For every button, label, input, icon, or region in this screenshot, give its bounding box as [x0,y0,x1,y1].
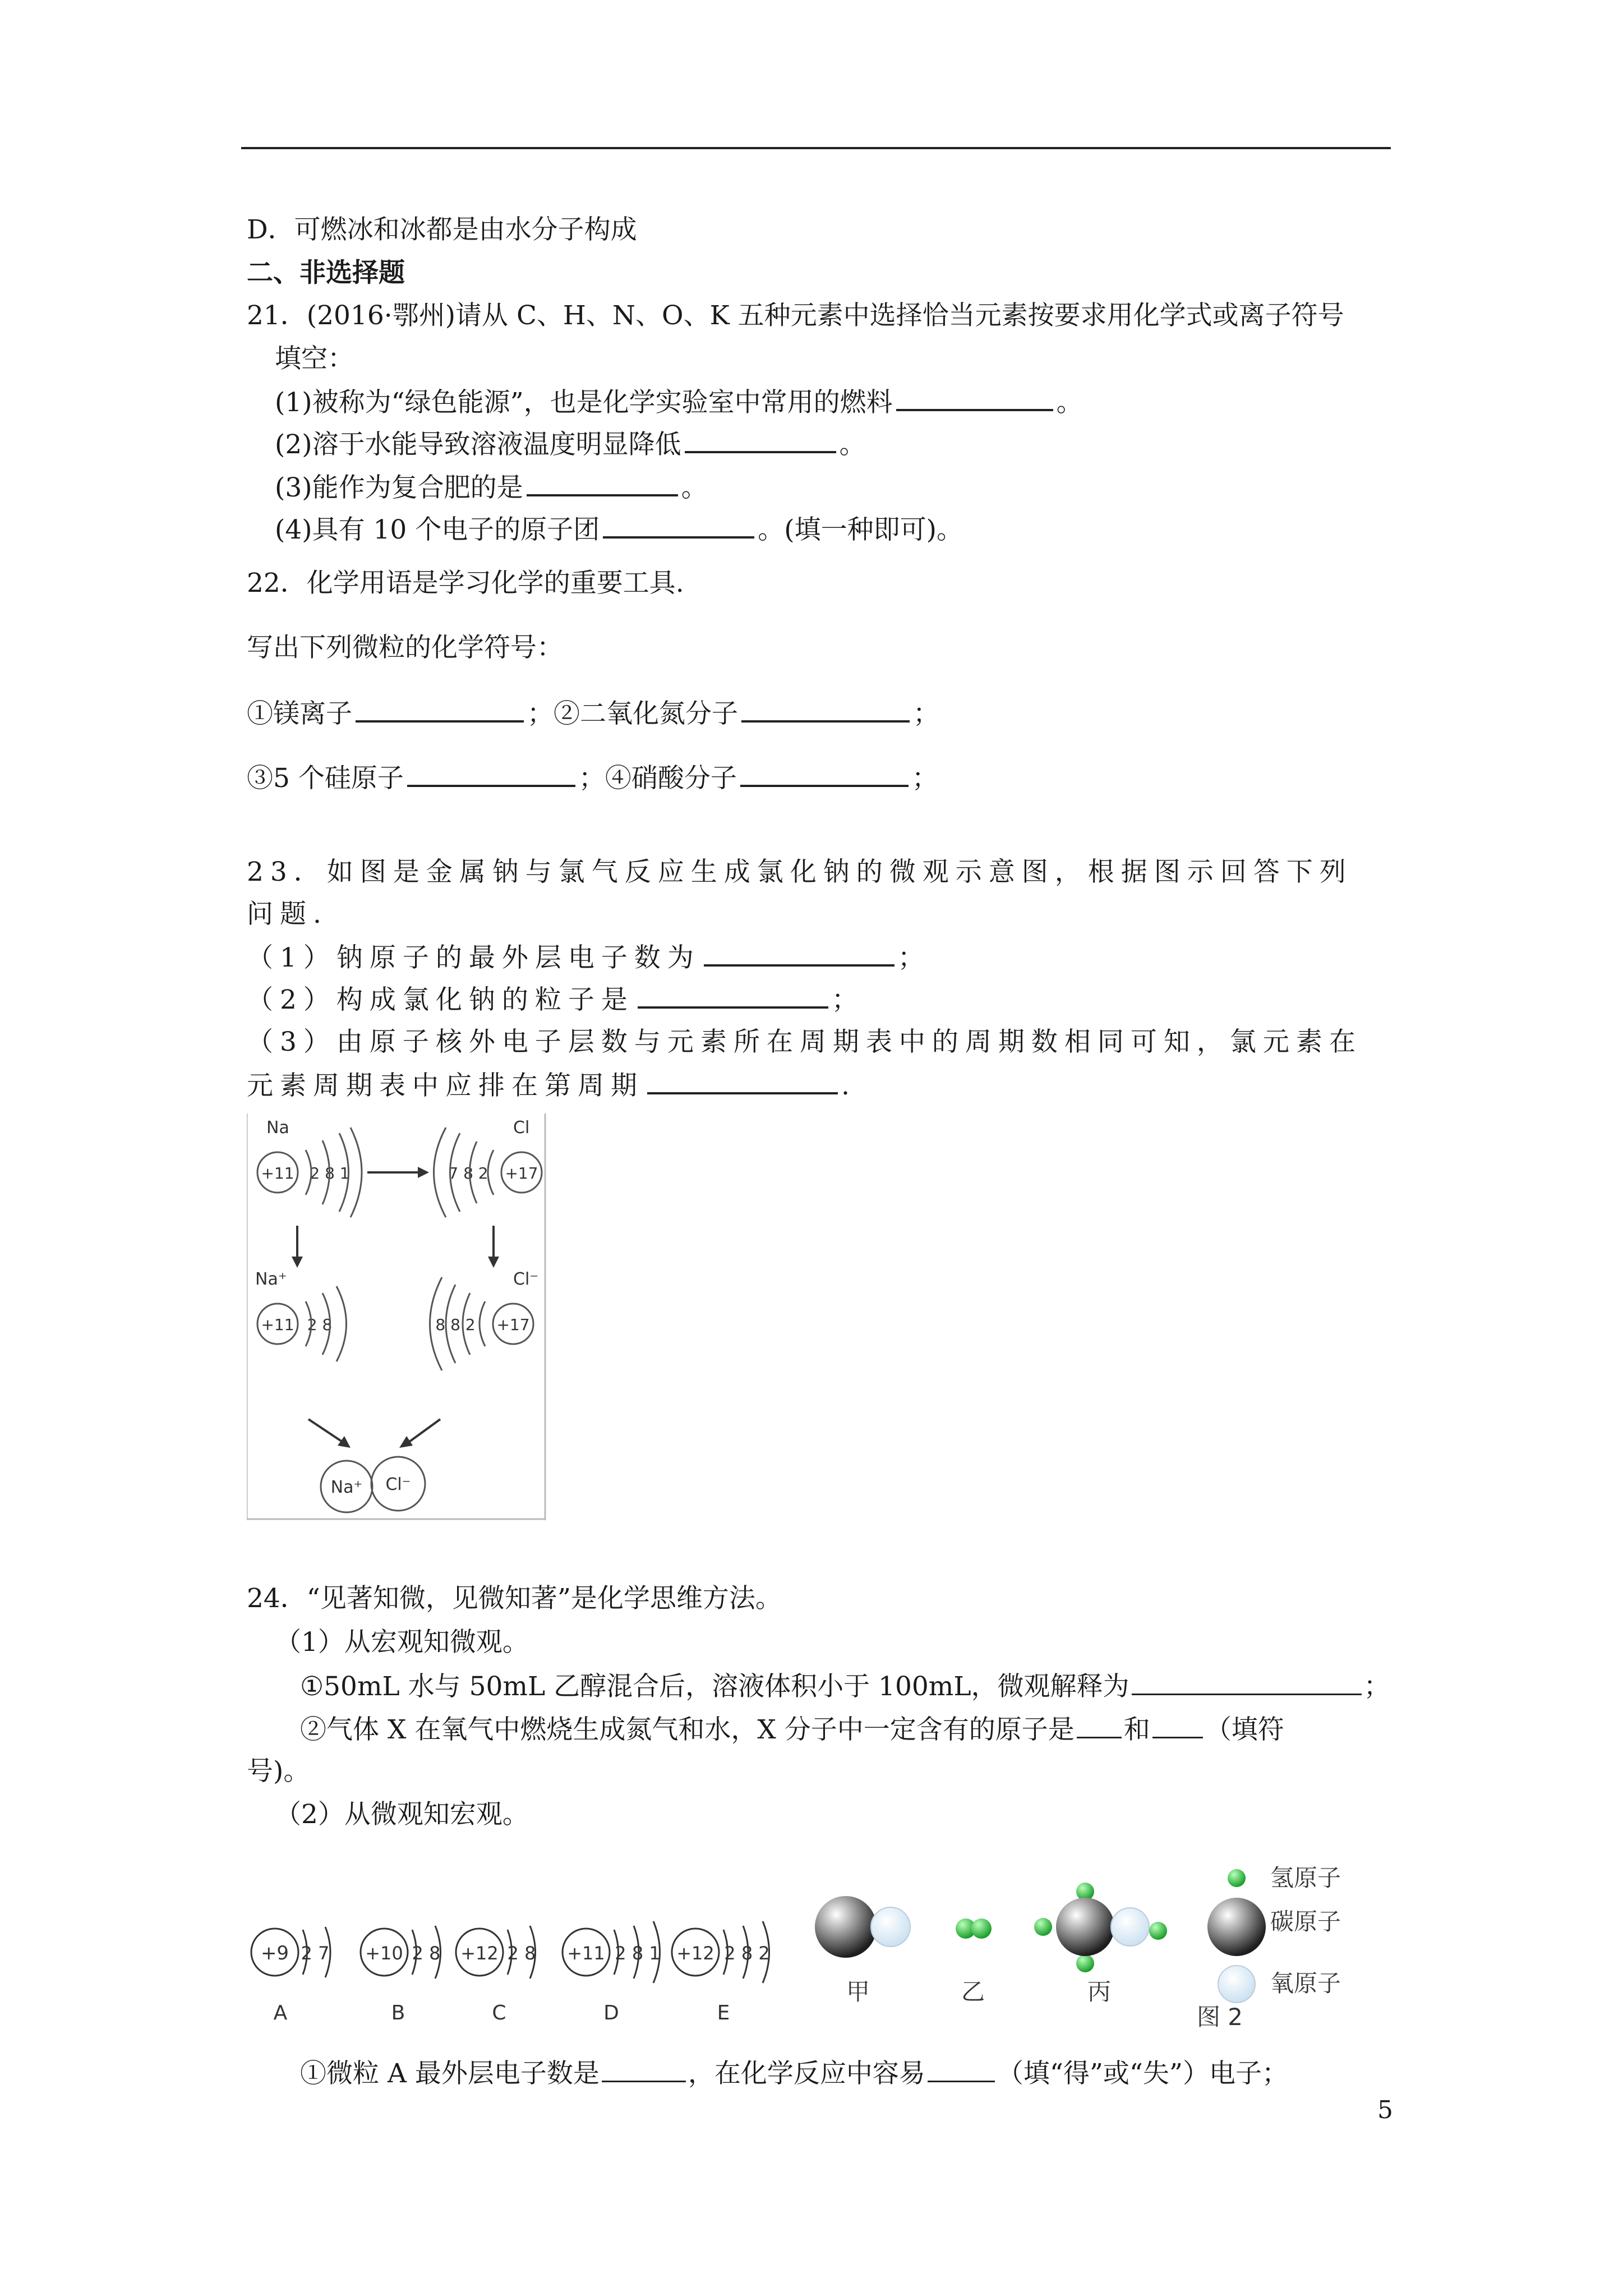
answer-blank[interactable] [704,940,895,967]
legend-hydrogen-swatch [1228,1869,1246,1887]
q24-part2: （2）从微观知宏观。 [275,1799,529,1830]
legend [1207,1864,1341,2003]
atom-a-label: A [273,2001,288,2024]
na-ion-nucleus-charge: +11 [261,1315,294,1334]
q22-row1: ①镁离子 ；②二氧化氮分子 ； [247,696,939,731]
q23-sub1: （1）钠原子的最外层电子数为 ； [247,940,931,975]
q23-sub2: （2）构成氯化钠的粒子是 ； [247,982,865,1017]
answer-blank[interactable] [928,2056,995,2082]
answer-blank[interactable] [685,426,836,453]
q21-sub3: (3)能作为复合肥的是 。 [275,470,708,505]
atom-d [562,1921,661,2024]
q22-row2: ③5 个硅原子 ；④硝酸分子 ； [247,760,938,795]
q21-stem-line1: 21．(2016·鄂州)请从 C、H、N、O、K 五种元素中选择恰当元素按要求用化学式或离子符号 [247,300,1344,331]
atom-e-shells: 2 8 2 [724,1943,770,1964]
cl-ion-nucleus-charge: +17 [496,1315,530,1334]
q24-item2-line2: 号)。 [247,1756,310,1787]
q23-line1: 23．如图是金属钠与氯气反应生成氯化钠的微观示意图，根据图示回答下列 [247,857,1353,887]
q23-sub3-line1: （3）由原子核外电子层数与元素所在周期表中的周期数相同可知，氯元素在 [247,1027,1362,1057]
answer-blank[interactable] [1152,1712,1203,1738]
atom-a-shells: 2 7 [301,1943,330,1964]
cl-shell-counts: 7 8 2 [448,1164,488,1182]
atom-b-shells: 2 8 [412,1943,441,1964]
oxygen-atom [871,1907,910,1947]
answer-blank[interactable] [407,760,575,787]
q22-stem: 22．化学用语是学习化学的重要工具. [247,568,684,599]
answer-blank[interactable] [356,696,524,723]
section-title: 二、非选择题 [247,257,405,288]
answer-blank[interactable] [602,2056,686,2082]
carbon-atom [1056,1898,1114,1956]
hydrogen-atom [1149,1922,1167,1940]
atom-e-nucleus: +12 [676,1943,714,1964]
q21-stem-line2: 填空： [275,343,354,374]
atom-b [361,1926,441,2024]
atom-c [456,1926,536,2024]
legend-carbon-swatch [1207,1898,1266,1956]
answer-blank[interactable] [741,696,910,723]
q24-item1: ①50mL 水与 50mL 乙醇混合后，溶液体积小于 100mL，微观解释为 ； [300,1669,1390,1704]
carbon-atom [815,1896,877,1958]
figure-2-label: 图 2 [1196,2003,1243,2031]
header-rule [241,147,1391,149]
atom-c-label: C [492,2001,506,2024]
cl-ion-shell-counts: 8 8 2 [435,1315,476,1334]
na-ion-shell-counts: 2 8 [307,1315,333,1334]
q24-item2: ②气体 X 在氧气中燃烧生成氮气和水，X 分子中一定含有的原子是 和 （填符 [300,1712,1284,1747]
q21-sub1: (1)被称为“绿色能源”，也是化学实验室中常用的燃料 。 [275,384,1083,420]
answer-blank[interactable] [1077,1712,1122,1738]
answer-blank[interactable] [1132,1669,1362,1695]
cl-nucleus-charge: +17 [505,1164,538,1182]
atom-structure-diagrams [247,1904,808,2033]
product-na-ion: Na⁺ [330,1478,363,1497]
atom-c-shells: 2 8 [507,1943,536,1964]
q22-intro: 写出下列微粒的化学符号： [247,632,563,663]
molecule-bing [1034,1883,1167,2005]
atom-d-nucleus: +11 [567,1943,605,1964]
answer-blank[interactable] [647,1068,838,1094]
atom-d-label: D [603,2001,619,2024]
legend-oxygen: 氧原子 [1270,1970,1341,1997]
legend-hydrogen: 氢原子 [1270,1864,1341,1892]
molecule-jia-label: 甲 [846,1978,870,2005]
hydrogen-atom [1076,1954,1094,1972]
option-d: D．可燃冰和冰都是由水分子构成 [247,214,637,245]
q21-sub4: (4)具有 10 个电子的原子团 。(填一种即可)。 [275,512,963,547]
hydrogen-atom [1034,1918,1052,1936]
atom-a-nucleus: +9 [260,1942,289,1964]
molecule-models-figure [813,1851,1374,2031]
cl-ion-label: Cl⁻ [513,1269,539,1289]
page-number: 5 [1377,2096,1393,2124]
atom-c-nucleus: +12 [460,1943,499,1964]
molecule-jia [815,1896,910,2005]
na-ion-label: Na⁺ [255,1269,287,1289]
hydrogen-atom [971,1918,992,1939]
q24-part1: （1）从宏观知微观。 [275,1627,529,1658]
molecule-yi-label: 乙 [961,1978,985,2005]
atom-e [672,1921,770,2024]
legend-oxygen-swatch [1218,1966,1255,2003]
legend-carbon: 碳原子 [1270,1908,1341,1935]
na-nucleus-charge: +11 [261,1164,294,1182]
atom-b-nucleus: +10 [365,1943,403,1964]
q21-sub2: (2)溶于水能导致溶液温度明显降低 。 [275,426,866,462]
product-cl-ion: Cl⁻ [385,1475,411,1494]
q24-stem: 24．“见著知微，见微知著”是化学思维方法。 [247,1583,782,1614]
atom-e-label: E [717,2001,730,2024]
molecule-bing-label: 丙 [1087,1978,1112,2005]
q24-last-line: ①微粒 A 最外层电子数是 ，在化学反应中容易 （填“得”或“失”）电子； [300,2056,1288,2091]
answer-blank[interactable] [603,512,754,539]
na-atom-label: Na [266,1118,289,1138]
q23-line2: 问题. [247,899,328,930]
atom-d-shells: 2 8 1 [615,1943,661,1964]
atom-a [251,1927,330,2024]
molecule-yi [956,1918,992,2005]
oxygen-atom [1111,1908,1149,1946]
answer-blank[interactable] [740,760,909,787]
sodium-chlorine-reaction-diagram [247,1114,547,1520]
answer-blank[interactable] [527,470,678,496]
na-shell-counts: 2 8 1 [310,1164,350,1182]
cl-atom-label: Cl [513,1118,530,1138]
answer-blank[interactable] [638,982,828,1009]
answer-blank[interactable] [896,384,1053,411]
q23-sub3-line2: 元素周期表中应排在第周期 . [247,1068,856,1103]
atom-b-label: B [391,2001,405,2024]
